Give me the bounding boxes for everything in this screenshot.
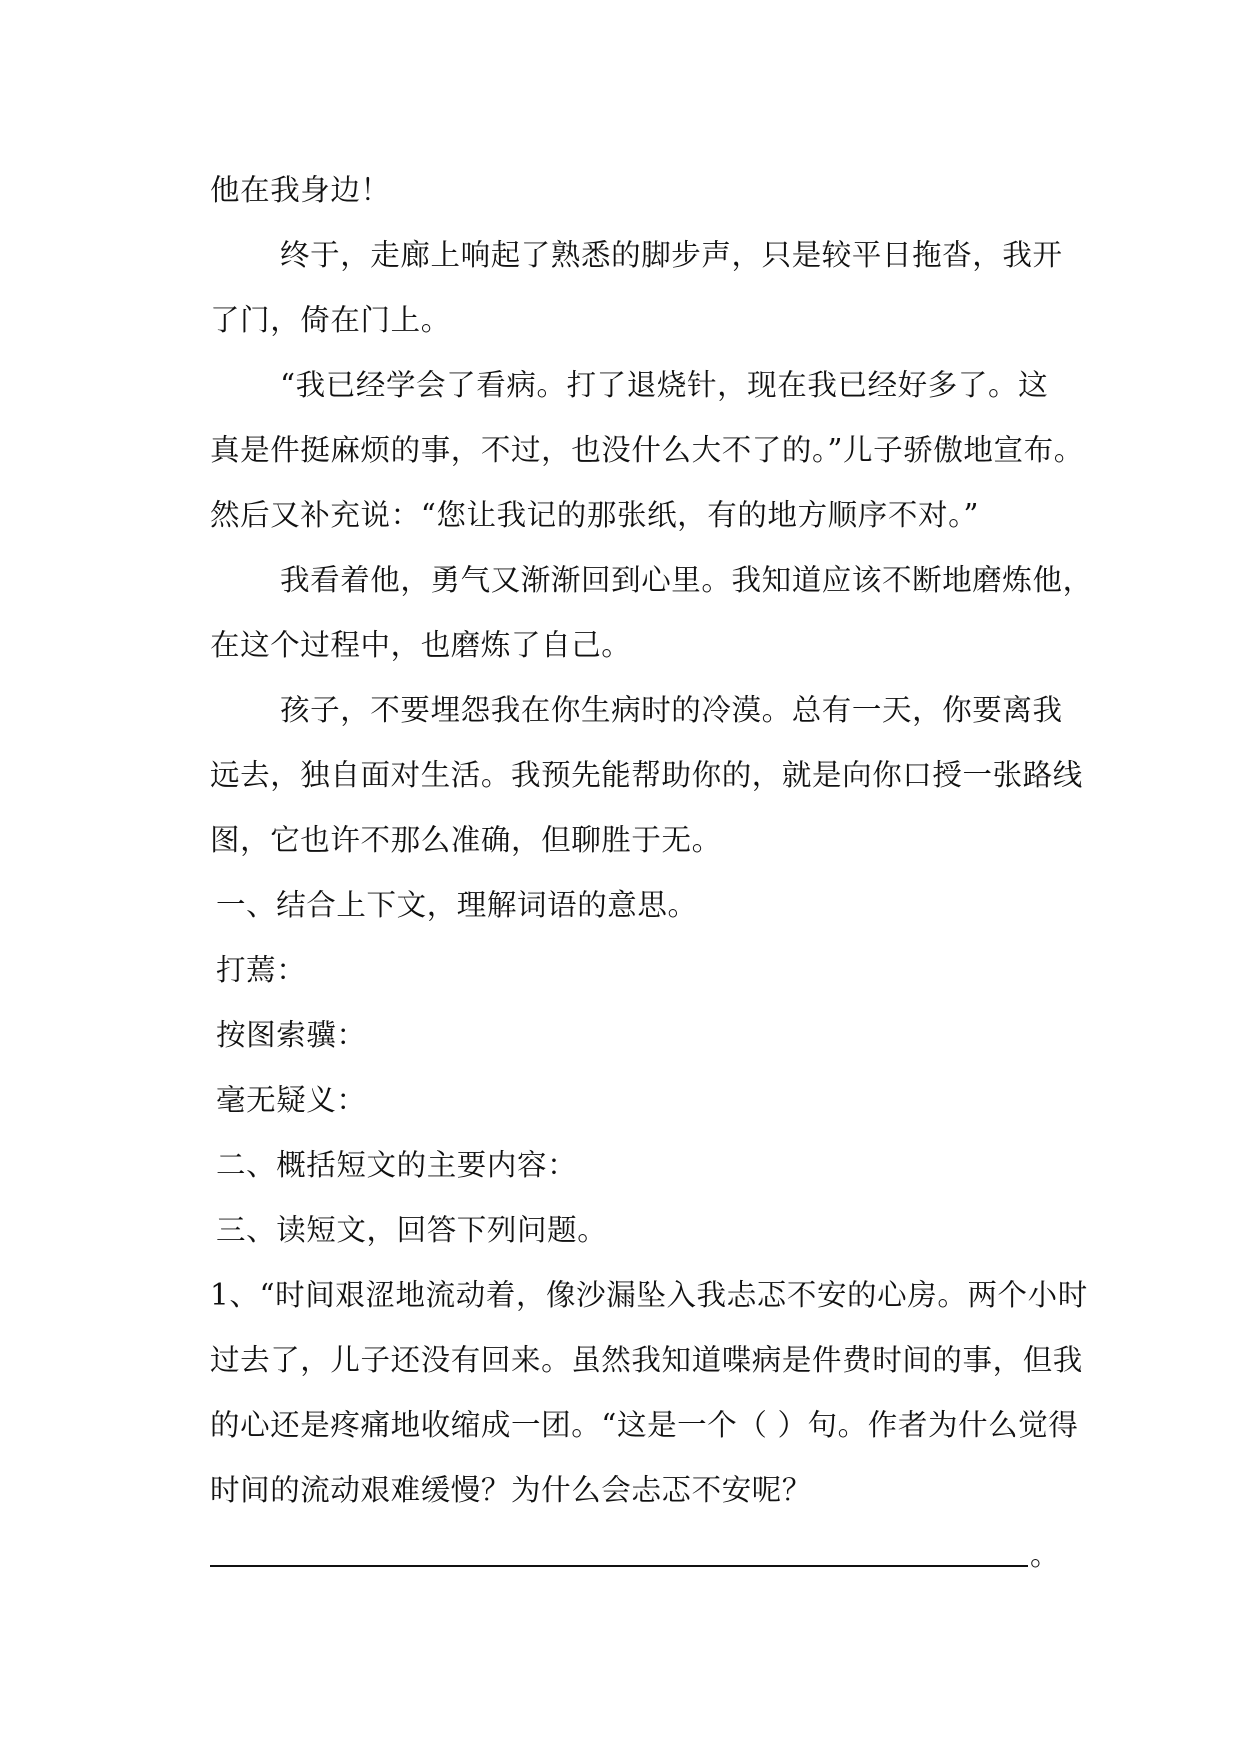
passage-line: 了门，倚在门上。 xyxy=(210,303,451,337)
passage-line: 远去，独自面对生活。我预先能帮助你的，就是向你口授一张路线 xyxy=(210,758,1083,792)
vocab-item-dayan: 打蔫： xyxy=(216,953,307,987)
answer-end-punctuation: 。 xyxy=(1030,1538,1060,1572)
question-3-1-line: 的心还是疼痛地收缩成一团。“这是一个（ ）句。作者为什么觉得 xyxy=(210,1408,1079,1442)
question-3-1-line: 时间的流动艰难缓慢？为什么会忐忑不安呢？ xyxy=(210,1473,813,1507)
passage-line: “我已经学会了看病。打了退烧针，现在我已经好多了。这 xyxy=(280,368,1049,402)
passage-line: 然后又补充说：“您让我记的那张纸，有的地方顺序不对。” xyxy=(210,498,980,532)
passage-line: 孩子，不要埋怨我在你生病时的冷漠。总有一天，你要离我 xyxy=(280,693,1063,727)
document-body xyxy=(210,158,1093,1588)
answer-blank-row xyxy=(210,1523,1058,1588)
vocab-item-haowuyiyi: 毫无疑义： xyxy=(216,1083,367,1117)
passage-line: 终于，走廊上响起了熟悉的脚步声，只是较平日拖沓，我开 xyxy=(280,238,1063,272)
question-2-title: 二、概括短文的主要内容： xyxy=(216,1148,578,1182)
answer-blank-line xyxy=(210,1565,1028,1567)
question-3-1-line: 过去了，儿子还没有回来。虽然我知道喋病是件费时间的事，但我 xyxy=(210,1343,1083,1377)
question-1-title: 一、结合上下文，理解词语的意思。 xyxy=(216,888,698,922)
passage-line: 他在我身边！ xyxy=(210,173,391,207)
question-3-title: 三、读短文，回答下列问题。 xyxy=(216,1213,608,1247)
passage-line: 在这个过程中，也磨炼了自己。 xyxy=(210,628,632,662)
vocab-item-antusuoji: 按图索骥： xyxy=(216,1018,367,1052)
passage-line: 真是件挺麻烦的事，不过，也没什么大不了的。”儿子骄傲地宣布。 xyxy=(210,433,1084,467)
question-3-1-line: 1、“时间艰涩地流动着，像沙漏坠入我忐忑不安的心房。两个小时 xyxy=(210,1278,1088,1312)
passage-line: 我看着他，勇气又渐渐回到心里。我知道应该不断地磨炼他， xyxy=(280,563,1093,597)
passage-line: 图，它也许不那么准确，但聊胜于无。 xyxy=(210,823,722,857)
